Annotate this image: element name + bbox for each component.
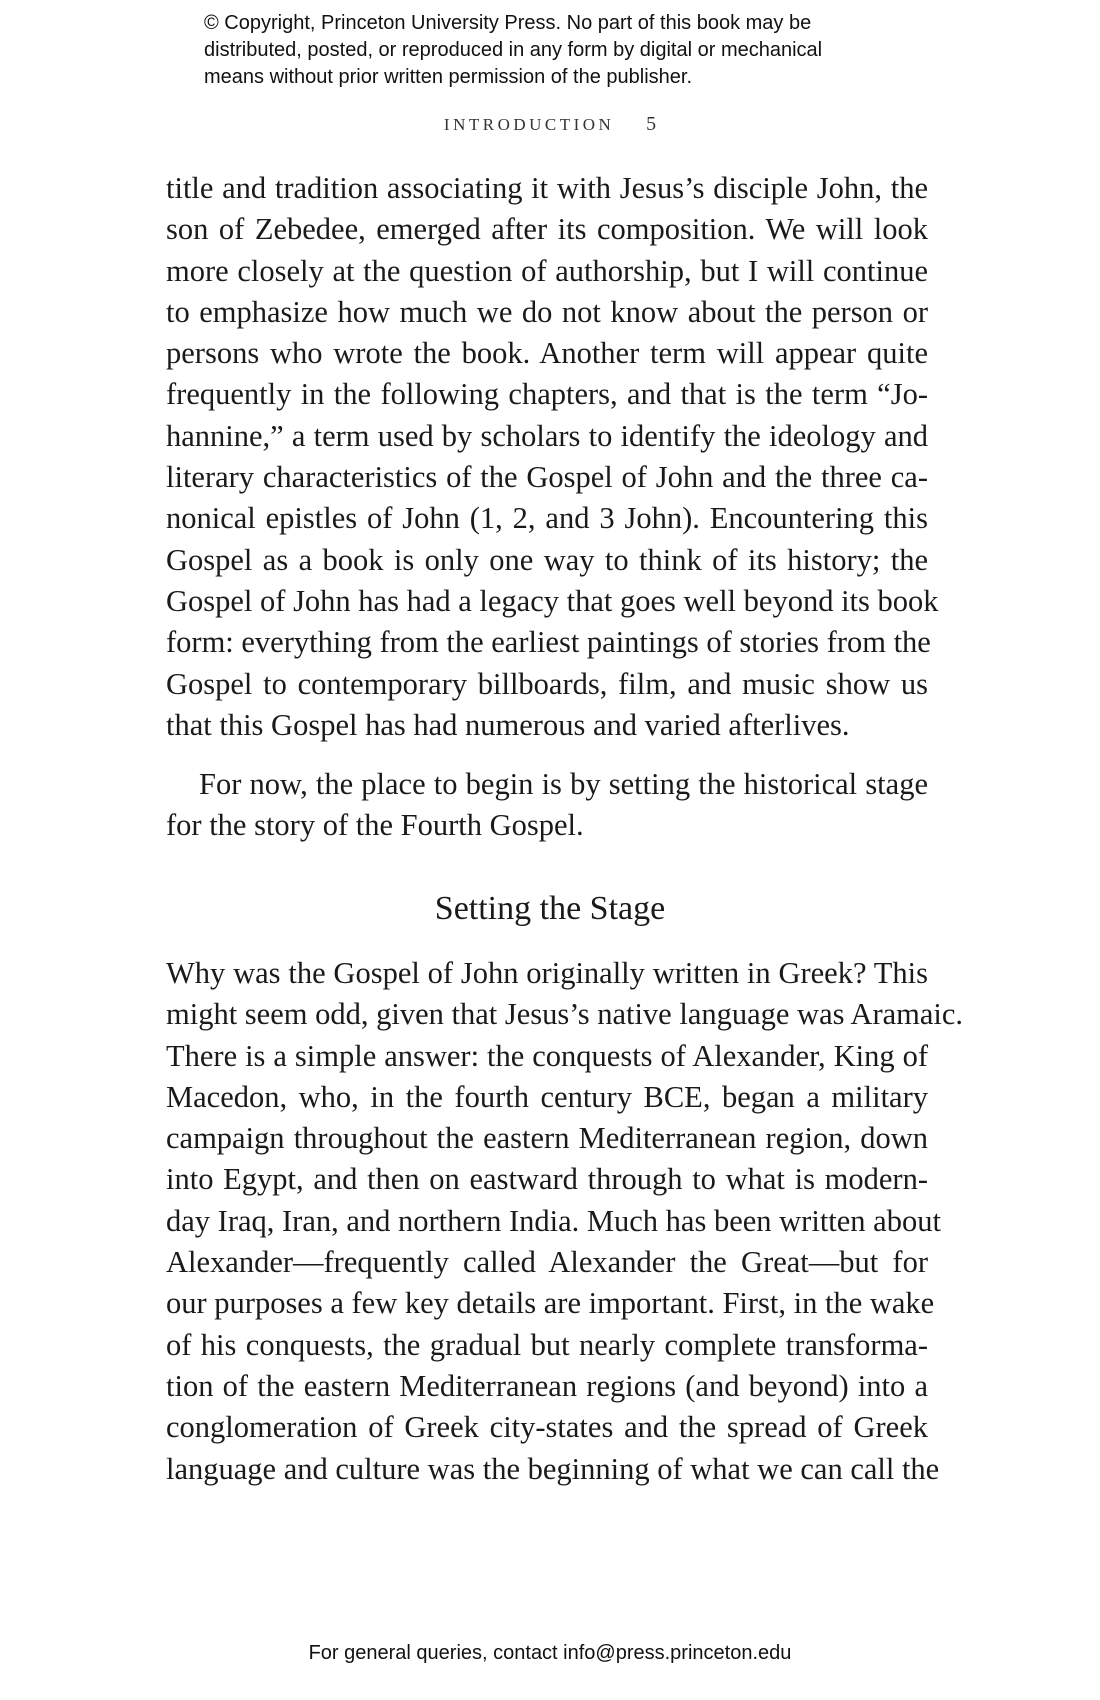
copyright-line: © Copyright, Princeton University Press. No part of this book may be [204, 12, 812, 34]
text-line: more closely at the question of authorship, but I will continue [166, 253, 928, 288]
text-line: hannine,” a term used by scholars to identify the ideology and [166, 418, 928, 453]
text-line: persons who wrote the book. Another term will appear quite [166, 336, 928, 371]
copyright-line: distributed, posted, or reproduced in any form by digital or mechanical [204, 39, 823, 61]
text-line: our purposes a few key details are important. First, in the wake [166, 1286, 935, 1321]
copyright-line: means without prior written permission of the publisher. [204, 66, 693, 88]
text-line: into Egypt, and then on eastward through to what is modern- [166, 1162, 928, 1197]
text-line: There is a simple answer: the conquests of Alexander, King of [166, 1038, 928, 1073]
running-head [0, 113, 1100, 136]
body-paragraph-3 [166, 953, 964, 1490]
body-paragraph-2 [166, 764, 928, 847]
text-line: Gospel of John has had a legacy that goes well beyond its book [166, 583, 939, 618]
section-heading: Setting the Stage [434, 890, 666, 927]
text-line: conglomeration of Greek city-states and the spread of Greek [166, 1410, 928, 1445]
running-head-title: INTRODUCTION [443, 115, 615, 134]
text-line: Why was the Gospel of John originally written in Greek? This [166, 956, 928, 990]
text-line: form: everything from the earliest paintings of stories from the [166, 625, 931, 660]
text-line: that this Gospel has had numerous and varied afterlives. [166, 707, 850, 742]
text-line: campaign throughout the eastern Mediterranean region, down [166, 1121, 928, 1156]
copyright-notice [204, 10, 924, 91]
page-number: 5 [646, 113, 657, 135]
text-line: tion of the eastern Mediterranean regions (and beyond) into a [166, 1368, 928, 1403]
text-line: day Iraq, Iran, and northern India. Much has been written about [166, 1203, 941, 1238]
text-line: for the story of the Fourth Gospel. [166, 808, 584, 843]
text-line: of his conquests, the gradual but nearly complete transforma- [166, 1327, 928, 1362]
text-line: literary characteristics of the Gospel of John and the three ca- [166, 460, 928, 495]
text-line: Gospel to contemporary billboards, film, and music show us [166, 666, 928, 701]
footer-contact: For general queries, contact info@press.princeton.edu [308, 1642, 792, 1664]
text-line: Macedon, who, in the fourth century BCE, began a military [166, 1079, 928, 1114]
text-line: title and tradition associating it with Jesus’s disciple John, the [166, 171, 928, 205]
text-line: language and culture was the beginning of what we can call the [166, 1451, 940, 1486]
text-line: son of Zebedee, emerged after its composition. We will look [166, 212, 928, 247]
text-line: to emphasize how much we do not know about the person or [166, 294, 928, 329]
body-paragraph-1 [166, 168, 939, 746]
text-line: nonical epistles of John (1, 2, and 3 John). Encountering this [166, 501, 928, 536]
text-line: might seem odd, given that Jesus’s native language was Aramaic. [166, 997, 964, 1032]
text-line: Alexander—frequently called Alexander the Great—but for [166, 1245, 928, 1280]
text-line: frequently in the following chapters, and that is the term “Jo- [166, 377, 928, 412]
text-line: For now, the place to begin is by setting the historical stage [199, 767, 928, 801]
text-line: Gospel as a book is only one way to think of its history; the [166, 542, 928, 577]
